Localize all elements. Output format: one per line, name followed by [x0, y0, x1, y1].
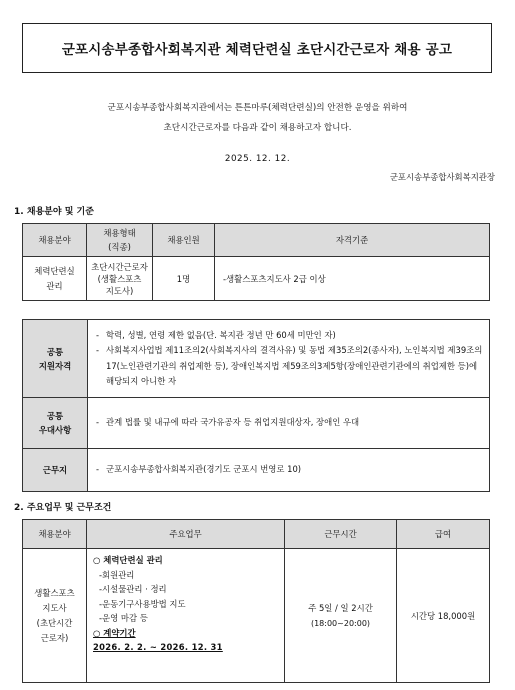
header-field: 채용분야 — [23, 224, 87, 257]
recruitment-table — [22, 223, 490, 301]
preference-values — [88, 398, 490, 449]
table-row — [23, 549, 490, 683]
table-row — [23, 398, 490, 449]
list-item: -시설물관리 · 정리 — [99, 584, 167, 594]
contract-period: 2026. 2. 2. ~ 2026. 12. 31 — [93, 642, 223, 652]
list-item: - 학력, 성별, 연령 제한 없음(단. 복지관 정년 만 60세 미만인 자) — [94, 328, 483, 344]
header-field: 채용분야 — [23, 520, 87, 549]
cell-count: 1명 — [153, 257, 215, 301]
hours-main: 주 5일 / 일 2시간 — [308, 602, 373, 613]
cell-field: 생활스포츠 지도사 (초단시간 근로자) — [23, 549, 87, 683]
table-header-row — [23, 224, 490, 257]
header-count: 채용인원 — [153, 224, 215, 257]
requirements-table — [22, 319, 490, 492]
announcement-date: 2025. 12. 12. — [224, 154, 291, 164]
cell-qual: -생활스포츠지도사 2급 이상 — [215, 257, 490, 301]
preference-label: 공통 우대사항 — [23, 398, 88, 449]
list-item: - 관계 법률 및 내규에 따라 국가유공자 등 취업지원대상자, 장애인 우대 — [94, 415, 483, 431]
common-qual-label: 공통 지원자격 — [23, 320, 88, 398]
header-type: 채용형태 (직종) — [87, 224, 153, 257]
duty-heading: ○ 체력단련실 관리 — [93, 555, 163, 565]
cell-hours — [285, 549, 397, 683]
hours-sub: (18:00~20:00) — [310, 618, 371, 628]
table-row — [23, 320, 490, 398]
cell-type: 초단시간근로자 (생활스포츠 지도사) — [87, 257, 153, 301]
contract-period-heading: ○ 계약기간 — [93, 627, 136, 638]
list-item: -회원관리 — [99, 569, 135, 580]
header-pay: 급여 — [397, 520, 490, 549]
signer: 군포시송부종합사회복지관장 — [389, 172, 495, 182]
cell-duties — [87, 549, 285, 683]
intro-line-1: 군포시송부종합사회복지관에서는 튼튼마루(체력단련실)의 안전한 운영을 위하여 — [107, 103, 408, 113]
list-item: -운영 마감 등 — [99, 613, 148, 623]
table-row — [23, 449, 490, 492]
header-qual: 자격기준 — [215, 224, 490, 257]
list-item: - 군포시송부종합사회복지관(경기도 군포시 번영로 10) — [94, 462, 483, 478]
table-header-row — [23, 520, 490, 549]
workplace-label: 근무지 — [23, 449, 88, 492]
workplace-values — [88, 449, 490, 492]
duties-table — [22, 519, 490, 683]
list-item: - 사회복지사업법 제11조의2(사회복지사의 결격사유) 및 동법 제35조의2(종사자), 노인복지법 제39조의17(노인관련기관의 취업제한 등), 장애인복지법 제59조의3제5항(장애인관련기관에의 취업제한 등)에 해당되지 아니한 자 — [94, 343, 483, 390]
common-qual-values — [88, 320, 490, 398]
header-duties: 주요업무 — [87, 520, 285, 549]
list-item: -운동기구사용방법 지도 — [99, 598, 186, 609]
intro-line-2: 초단시간근로자를 다음과 같이 채용하고자 합니다. — [163, 123, 352, 133]
cell-pay: 시간당 18,000원 — [397, 549, 490, 683]
header-hours: 근무시간 — [285, 520, 397, 549]
section1-heading: 1. 채용분야 및 기준 — [14, 207, 94, 217]
table-row — [23, 257, 490, 301]
section2-heading: 2. 주요업무 및 근무조건 — [14, 503, 112, 513]
cell-field: 체력단련실 관리 — [23, 257, 87, 301]
page-title-text: 군포시송부종합사회복지관 체력단련실 초단시간근로자 채용 공고 — [61, 42, 453, 58]
page-title — [22, 23, 492, 73]
